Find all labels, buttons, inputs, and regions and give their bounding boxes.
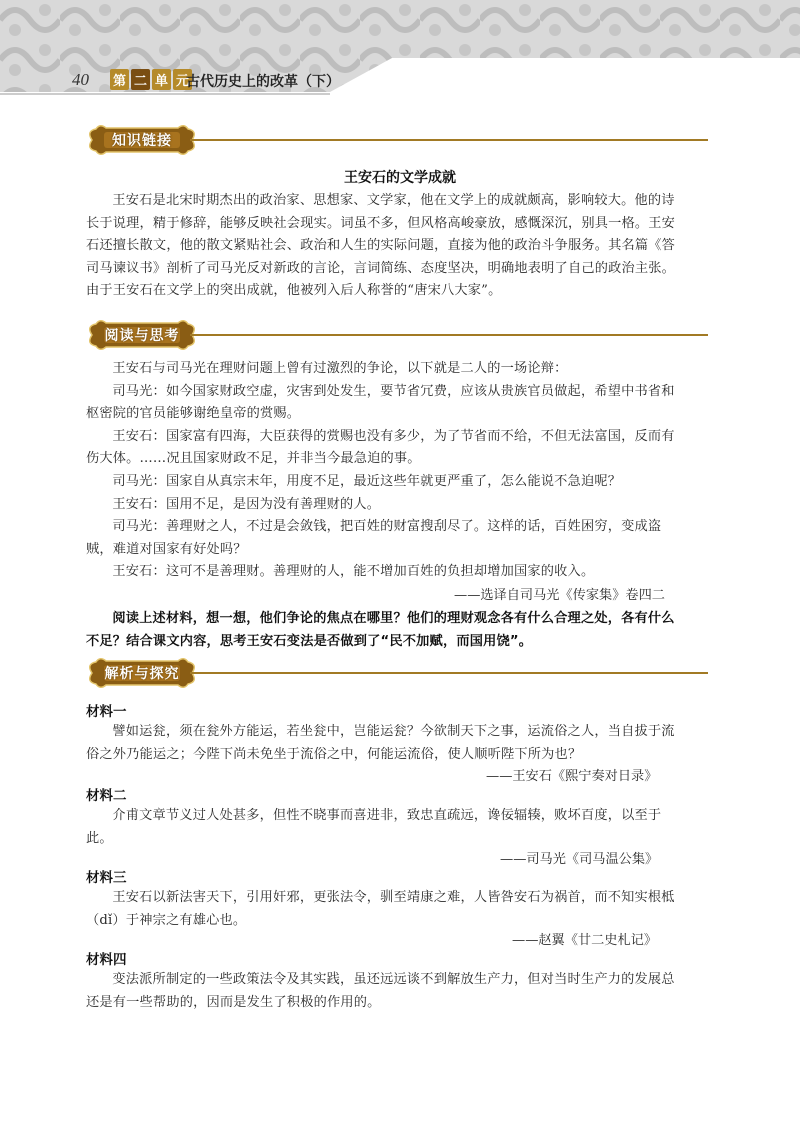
material-label: 材料一 [86,704,127,720]
source-citation: ——司马光《司马温公集》 [500,852,659,867]
text-line: 长于说理，精于修辞，能够反映社会现实。词虽不多，但风格高峻豪放，感慨深沉，别具一格。王安 [86,215,676,231]
material-label: 材料二 [86,788,127,804]
section-header-reading [86,318,708,352]
text-line: 司马谏议书》剖析了司马光反对新政的言论，言词简练、态度坚决，明确地表明了自己的政治主张。 [86,260,676,276]
section-badge-label: 解析与探究 [104,666,180,682]
section-rule [190,672,708,674]
text-line: 王安石：国家富有四海，大臣获得的赏赐也没有多少，为了节省而不给，不但无法富国，反而有 [112,428,675,444]
unit-tag [110,68,192,90]
section-badge-label: 知识链接 [112,133,172,149]
text-line: 俗之外乃能运之；今陛下尚未免坐于流俗之中，何能运流俗，使人顺听陛下所为也？ [86,746,582,762]
text-line: 贼，难道对国家有好处吗？ [86,541,247,557]
text-line: 石还擅长散文，他的散文紧贴社会、政治和人生的实际问题，直接为他的政治斗争服务。其名篇《答 [86,238,676,254]
material-text [86,805,706,850]
unit-char: 单 [152,69,171,90]
material-text [86,721,706,766]
unit-char: 第 [110,69,129,90]
text-line: 王安石：国用不足，是因为没有善理财的人。 [112,496,381,512]
material-label: 材料四 [86,952,127,968]
text-line: 司马光：善理财之人，不过是会敛钱，把百姓的财富搜刮尽了。这样的话，百姓困穷，变成盗 [112,519,662,535]
text-line: 司马光：如今国家财政空虚，灾害到处发生，要节省冗费，应该从贵族官员做起，希望中书省和 [112,383,675,399]
text-line: 譬如运瓮，须在瓮外方能运，若坐瓮中，岂能运瓮？今欲制天下之事，运流俗之人，当自拔于流 [112,724,675,739]
text-line: 不足？结合课文内容，思考王安石变法是否做到了“民不加赋，而国用饶”。 [86,633,533,649]
debate-paragraph [86,358,706,584]
text-line: 此。 [86,830,113,846]
unit-char: 二 [131,69,150,90]
page-header [0,0,800,96]
text-line: 王安石：这可不是善理财。善理财的人，能不增加百姓的负担却增加国家的收入。 [112,564,595,580]
knowledge-paragraph [86,190,706,303]
text-line: 由于王安石在文学上的突出成就，他被列入后人称誉的“唐宋八大家”。 [86,283,502,299]
text-line: 司马光：国家自从真宗末年，用度不足，最近这些年就更严重了，怎么能说不急迫呢？ [112,473,622,489]
text-line: 阅读上述材料，想一想，他们争论的焦点在哪里？他们的理财观念各有什么合理之处，各有什么 [112,611,675,626]
text-line: 王安石以新法害天下，引用奸邪，更张法令，驯至靖康之难，人皆咎安石为祸首，而不知实根柢 [112,890,675,905]
text-line: 还是有一些帮助的，因而是发生了积极的作用的。 [86,994,381,1010]
text-line: （dǐ）于神宗之有雄心也。 [86,912,247,928]
text-line: 王安石是北宋时期杰出的政治家、思想家、文学家，他在文学上的成就颇高，影响较大。他的诗 [112,193,675,208]
source-citation: ——王安石《熙宁奏对日录》 [486,769,658,784]
source-citation: ——选译自司马光《传家集》卷四二 [454,588,665,603]
section-title: 王安石的文学成就 [344,170,456,186]
page-number: 40 [72,70,89,89]
section-badge-label: 阅读与思考 [104,328,180,344]
source-citation: ——赵翼《廿二史札记》 [512,933,658,948]
text-line: 介甫文章节义过人处甚多，但性不晓事而喜进非，致忠直疏远，谗佞辐辏，败坏百度，以至于 [112,808,662,823]
text-line: 王安石与司马光在理财问题上曾有过激烈的争论，以下就是二人的一场论辩： [112,361,568,376]
text-line: 变法派所制定的一些政策法令及其实践，虽还远远谈不到解放生产力，但对当时生产力的发展总 [112,972,675,987]
section-header-analysis [86,656,708,690]
unit-title: 古代历史上的改革（下） [186,74,340,90]
material-text [86,969,706,1014]
material-label: 材料三 [86,870,127,886]
material-text [86,887,706,932]
section-header-knowledge [86,123,708,157]
unit-char: 元 [173,69,192,90]
text-line: 枢密院的官员能够谢绝皇帝的赏赐。 [86,406,301,422]
section-rule [190,139,708,141]
question-paragraph [86,608,706,653]
text-line: 伤大体。……况且国家财政不足，并非当今最急迫的事。 [86,451,421,467]
section-rule [190,334,708,336]
